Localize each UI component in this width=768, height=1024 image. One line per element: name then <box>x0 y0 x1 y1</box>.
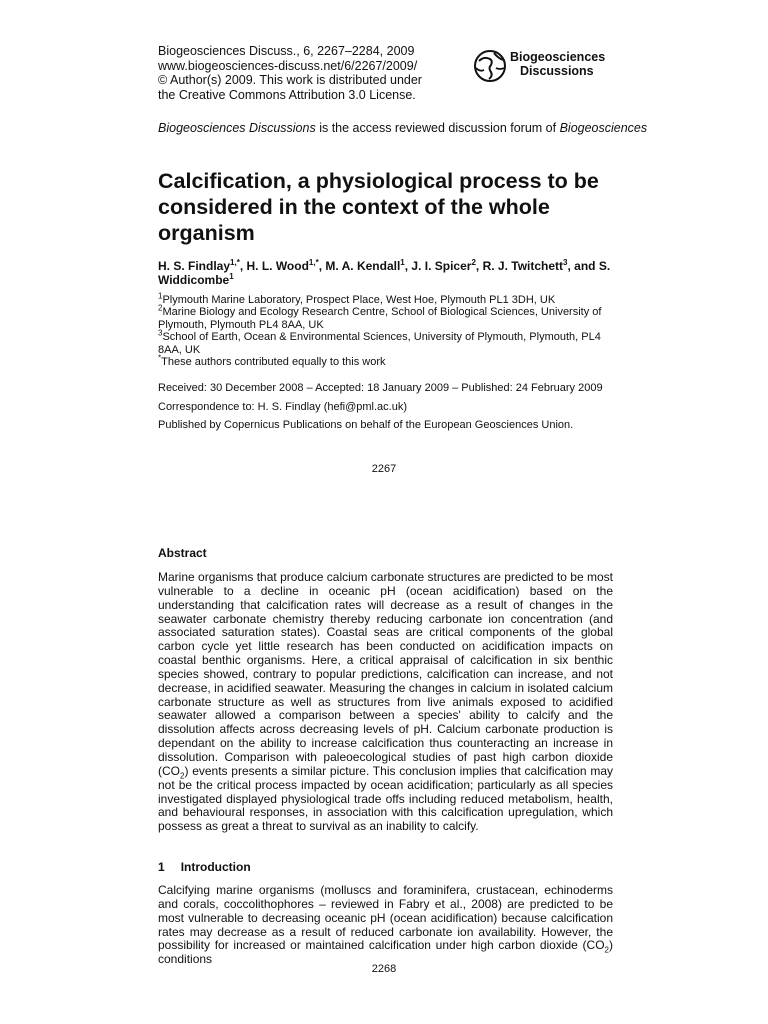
author-sup: 3 <box>563 258 568 267</box>
received-dates: Received: 30 December 2008 – Accepted: 18 January 2009 – Published: 24 February 2009 <box>158 382 603 394</box>
header-citation: Biogeosciences Discuss., 6, 2267–2284, 2009 <box>158 44 415 58</box>
author-name: R. J. Twitchett <box>482 259 564 273</box>
published-by: Published by Copernicus Publications on behalf of the European Geosciences Union. <box>158 419 574 431</box>
affiliation-item: $^1$Plymouth Marine Laboratory, Prospect Place, West Hoe, Plymouth PL1 3DH, UK <box>158 291 556 306</box>
author-sup: 1 <box>229 272 234 281</box>
forum-target: Biogeosciences <box>559 121 648 135</box>
forum-statement <box>158 121 647 135</box>
section-heading <box>158 860 251 874</box>
journal-logo <box>470 47 620 87</box>
section-title: Introduction <box>180 860 251 874</box>
affiliation-item: $^2$Marine Biology and Ecology Research Centre, School of Biological Sciences, University of Plymouth, Plymouth PL4 8AA, UK <box>158 303 602 331</box>
affiliation-item: *These authors contributed equally to this work <box>158 353 386 369</box>
author-name: J. I. Spicer <box>411 259 472 273</box>
section-number: 1 <box>158 860 165 874</box>
author-name: S. Widdicombe <box>158 259 611 287</box>
abstract-heading: Abstract <box>158 546 207 560</box>
introduction-text: Calcifying marine organisms (molluscs and foraminifera, crustacean, echinoderms and corals, coccolithophores – reviewed in Fabry et al., 2008) are predicted to be most vulnerable to decreasing oceanic pH (ocean acidification) because calcification rates may decrease as a result of reduced carbonate ion availability. However, the possibility for increased or maintained calcification under high carbon dioxide $(CO_2)$ conditions <box>158 883 613 967</box>
author-name: M. A. Kendall <box>325 259 401 273</box>
affiliation-item: $^3$School of Earth, Ocean & Environmental Sciences, University of Plymouth, Plymouth, PL4 8AA, UK <box>158 328 601 356</box>
logo-line1: Biogeosciences <box>510 50 606 64</box>
page-number: 2267 <box>371 463 397 475</box>
forum-middle: is the access reviewed discussion forum of <box>315 121 560 135</box>
header-url[interactable]: www.biogeosciences-discuss.net/6/2267/2009/ <box>158 58 418 73</box>
author-sup: 1,* <box>308 258 319 267</box>
journal-header <box>158 44 422 102</box>
logo-line2: Discussions <box>520 64 594 78</box>
globe-logo-icon <box>472 48 508 84</box>
header-copyright: © Author(s) 2009. This work is distributed under <box>158 73 422 88</box>
author-sup: 1 <box>400 258 405 267</box>
correspondence: Correspondence to: H. S. Findlay (hefi@pml.ac.uk) <box>158 401 407 413</box>
paper-title: Calcification, a physiological process to be considered in the context of the whole organism <box>158 169 599 245</box>
author-sup: 1,* <box>230 258 240 267</box>
author-sup: 2 <box>471 258 476 267</box>
author-name: H. S. Findlay <box>158 259 231 273</box>
affiliation-list <box>158 291 613 369</box>
forum-journal: Biogeosciences Discussions <box>158 121 316 135</box>
page-number: 2268 <box>371 963 397 975</box>
abstract-text: Marine organisms that produce calcium carbonate structures are predicted to be most vulnerable to a decline in oceanic pH (ocean acidification) based on the understanding that calcification rates will decrease as a result of changes in the seawater carbonate chemistry thereby reducing carbonate ion concentration (and associated saturation states). Coastal seas are critical components of the global carbon cycle yet little research has been conducted on acidification impacts on coastal benthic organisms. Here, a critical appraisal of calcification in six benthic species showed, contrary to popular predictions, calcification can increase, and not decrease, in acidified seawater. Measuring the changes in calcium in isolated calcium carbonate structure as well as structures from live animals exposed to acidified seawater allowed a comparison between a species' ability to calcify and the dissolution affects across decreasing levels of pH. Calcium carbonate production is dependant on the ability to increase calcification thus counteracting an increase in dissolution. Comparison with paleoecological studies of past high carbon dioxide $(CO_2)$ events presents a similar picture. This conclusion implies that calcification may not be the critical process impacted by ocean acidification; particularly as all species investigated displayed physiological trade offs including reduced metabolism, health, and behavioural responses, in association with this calcification upregulation, which possess as great a threat to survival as an inability to calcify. <box>158 570 613 834</box>
author-list: H. S. Findlay$^{1,*}$, H. L. Wood$^{1,*}$, M. A. Kendall$^1$, J. I. Spicer$^2$, R. J. Twitchett$^3$, and S. Widdicombe$^1$ <box>158 258 611 287</box>
author-name: H. L. Wood <box>246 259 309 273</box>
header-license: the Creative Commons Attribution 3.0 License. <box>158 87 416 102</box>
